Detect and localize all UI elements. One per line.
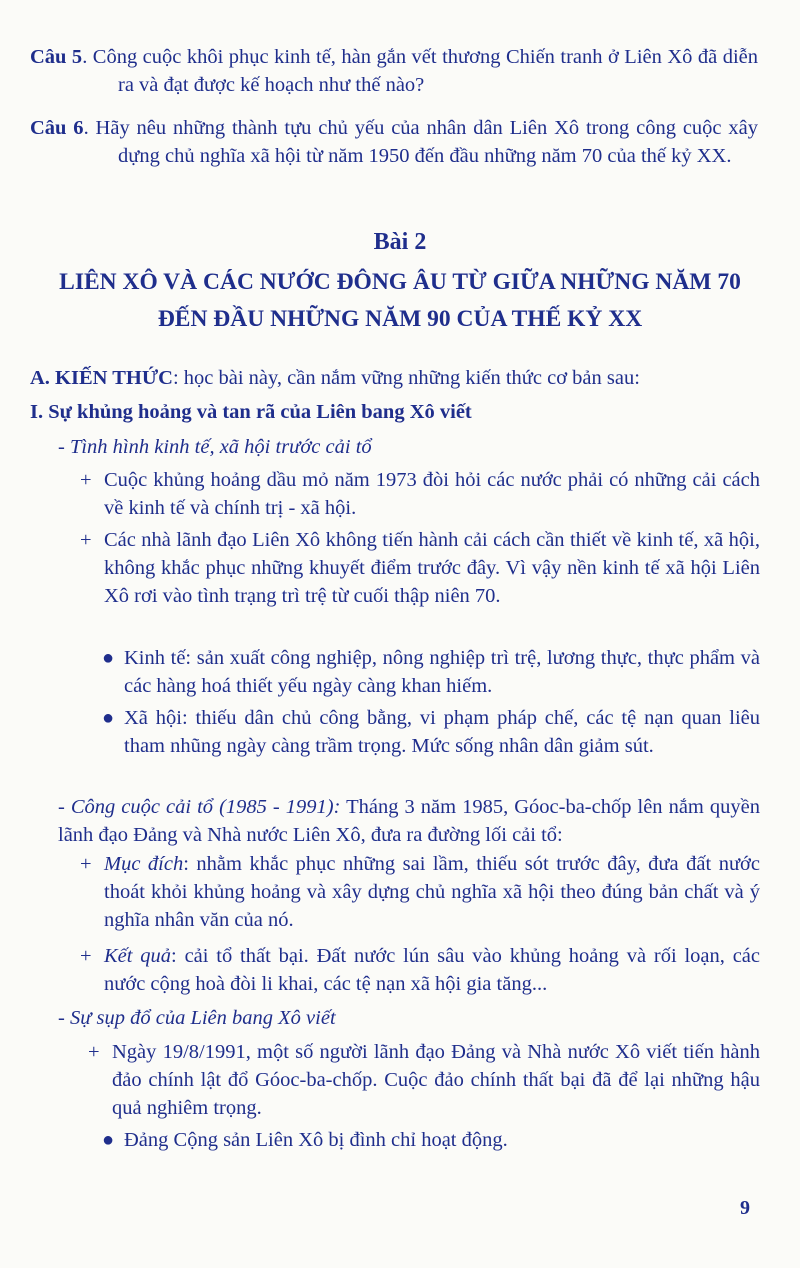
reform-item-text: : cải tổ thất bại. Đất nước lún sâu vào khủng hoảng và rối loạn, các nước cộng hoà đòi li khai, các tệ nạn xã hội gia tăng... xyxy=(104,945,761,995)
question-label: Câu 5 xyxy=(30,46,83,68)
section-1-title: I. Sự khủng hoảng và tan rã của Liên bang Xô viết xyxy=(30,401,472,423)
reform-heading: - Công cuộc cải tổ (1985 - 1991): xyxy=(58,796,341,818)
reform-paragraph xyxy=(58,793,760,849)
knowledge-label: A. KIẾN THỨC xyxy=(30,367,173,389)
question-label: Câu 6 xyxy=(30,117,84,139)
plus-mark: + xyxy=(80,853,92,875)
plus-mark: + xyxy=(88,1041,100,1063)
bullet-dot-icon: ● xyxy=(102,647,115,669)
bullet-dot-icon: ● xyxy=(102,707,115,729)
collapse-heading: - Sự sụp đổ của Liên bang Xô viết xyxy=(58,1007,336,1029)
reform-text: Tháng 3 năm 1985, Góoc-ba-chốp lên nắm quyền lãnh đạo Đảng và Nhà nước Liên Xô, đưa ra đường lối cải tổ: xyxy=(58,796,760,846)
situation-heading: - Tình hình kinh tế, xã hội trước cải tổ xyxy=(58,436,372,458)
reform-item-result xyxy=(80,942,760,998)
situation-bullet-2 xyxy=(102,704,760,760)
question-6 xyxy=(30,114,758,170)
collapse-item-1 xyxy=(88,1038,760,1122)
situation-bullet-text: Xã hội: thiếu dân chủ công bằng, vi phạm pháp chế, các tệ nạn quan liêu tham nhũng ngày càng trầm trọng. Mức sống nhân dân giảm sút. xyxy=(124,707,760,757)
situation-bullet-text: Kinh tế: sản xuất công nghiệp, nông nghiệp trì trệ, lương thực, thực phẩm và các hàng hoá thiết yếu ngày càng khan hiếm. xyxy=(124,647,760,697)
lesson-heading-line-2: ĐẾN ĐẦU NHỮNG NĂM 90 CỦA THẾ KỶ XX xyxy=(157,306,643,332)
situation-item-text: Cuộc khủng hoảng dầu mỏ năm 1973 đòi hỏi các nước phải có những cải cách về kinh tế và chính trị - xã hội. xyxy=(104,469,760,519)
reform-item-label: Mục đích xyxy=(104,853,184,875)
lesson-heading-line-1: LIÊN XÔ VÀ CÁC NƯỚC ĐÔNG ÂU TỪ GIỮA NHỮNG NĂM 70 xyxy=(59,269,741,295)
situation-bullet-1 xyxy=(102,644,760,700)
question-text: . Hãy nêu những thành tựu chủ yếu của nhân dân Liên Xô trong công cuộc xây dựng chủ nghĩa xã hội từ năm 1950 đến đầu những năm 70 của thế kỷ XX. xyxy=(83,117,758,167)
question-text: . Công cuộc khôi phục kinh tế, hàn gắn vết thương Chiến tranh ở Liên Xô đã diễn ra và đạt được kế hoạch như thế nào? xyxy=(82,46,758,96)
page-number: 9 xyxy=(740,1197,750,1219)
collapse-bullet-text: Đảng Cộng sản Liên Xô bị đình chỉ hoạt động. xyxy=(124,1129,508,1151)
reform-item-label: Kết quả xyxy=(104,945,172,967)
question-5 xyxy=(30,43,758,99)
situation-item-2 xyxy=(80,526,760,610)
collapse-item-text: Ngày 19/8/1991, một số người lãnh đạo Đảng và Nhà nước Xô viết tiến hành đảo chính lật đổ Góoc-ba-chốp. Cuộc đảo chính thất bại đã để lại những hậu quả nghiêm trọng. xyxy=(112,1041,760,1119)
lesson-title: Bài 2 xyxy=(373,229,427,255)
bullet-dot-icon: ● xyxy=(102,1129,115,1151)
reform-item-text: : nhằm khắc phục những sai lầm, thiếu sót trước đây, đưa đất nước thoát khỏi khủng hoảng và xây dựng chủ nghĩa xã hội theo đúng bản chất và ý nghĩa nhân văn của nó. xyxy=(104,853,760,931)
situation-item-1 xyxy=(80,466,760,522)
plus-mark: + xyxy=(80,945,92,967)
knowledge-intro xyxy=(30,364,760,392)
lesson-heading xyxy=(0,266,800,340)
reform-item-purpose xyxy=(80,850,760,934)
knowledge-text: : học bài này, cần nắm vững những kiến thức cơ bản sau: xyxy=(172,367,640,389)
plus-mark: + xyxy=(80,469,92,491)
plus-mark: + xyxy=(80,529,92,551)
collapse-bullet-1 xyxy=(102,1126,760,1154)
situation-item-text: Các nhà lãnh đạo Liên Xô không tiến hành cải cách cần thiết về kinh tế, xã hội, không khắc phục những khuyết điểm trước đây. Vì vậy nền kinh tế xã hội Liên Xô rơi vào tình trạng trì trệ từ cuối thập niên 70. xyxy=(104,529,760,607)
